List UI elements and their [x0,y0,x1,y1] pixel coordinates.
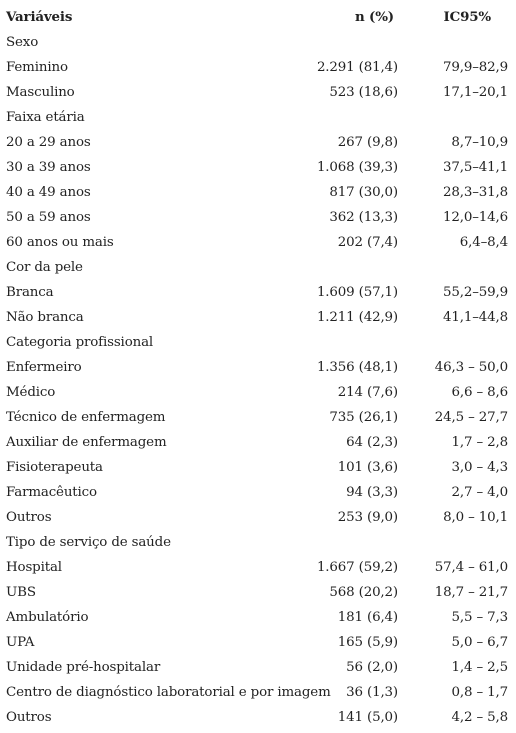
table-row [0,705,516,730]
row-ic95: 28,3–31,8 [443,185,508,200]
row-n-percent: 735 (26,1) [329,410,398,425]
category-row [0,530,516,555]
row-label: Cor da pele [6,260,83,275]
table-row [0,655,516,680]
category-row [0,105,516,130]
table-row [0,505,516,530]
row-label: 60 anos ou mais [6,235,114,250]
row-label: Fisioterapeuta [6,460,103,475]
row-ic95: 41,1–44,8 [443,310,508,325]
row-label: Farmacêutico [6,485,97,500]
row-n-percent: 94 (3,3) [346,485,398,500]
row-label: Auxiliar de enfermagem [6,435,167,450]
row-ic95: 0,8 – 1,7 [451,685,508,700]
row-label: Outros [6,510,52,525]
row-label: Unidade pré-hospitalar [6,660,161,675]
row-n-percent: 141 (5,0) [337,710,398,725]
row-label: Enfermeiro [6,360,82,375]
row-n-percent: 165 (5,9) [337,635,398,650]
row-n-percent: 267 (9,8) [337,135,398,150]
table-row [0,130,516,155]
table-row [0,55,516,80]
row-n-percent: 1.356 (48,1) [316,360,398,375]
row-label: 20 a 29 anos [6,135,91,150]
header-ic95: IC95% [443,9,491,25]
row-ic95: 46,3 – 50,0 [434,360,508,375]
table-row [0,405,516,430]
header-n-percent: n (%) [354,9,394,25]
table-row [0,155,516,180]
row-n-percent: 523 (18,6) [329,85,398,100]
row-label: Categoria profissional [6,335,154,350]
row-n-percent: 1.609 (57,1) [316,285,398,300]
table-row [0,480,516,505]
row-ic95: 2,7 – 4,0 [451,485,508,500]
row-ic95: 17,1–20,1 [443,85,508,100]
table-row [0,180,516,205]
row-ic95: 57,4 – 61,0 [434,560,508,575]
row-label: Outros [6,710,52,725]
table-row [0,430,516,455]
row-n-percent: 568 (20,2) [329,585,398,600]
row-ic95: 18,7 – 21,7 [434,585,508,600]
row-label: UPA [6,635,35,650]
row-label: Médico [6,385,56,400]
row-ic95: 8,0 – 10,1 [443,510,508,525]
header-variables: Variáveis [6,9,73,25]
row-label: Técnico de enfermagem [6,410,166,425]
table-row [0,680,516,705]
row-label: Ambulatório [6,610,89,625]
row-label: 30 a 39 anos [6,160,91,175]
row-label: Masculino [6,85,75,100]
row-n-percent: 1.667 (59,2) [316,560,398,575]
row-ic95: 79,9–82,9 [443,60,508,75]
row-label: Sexo [6,35,39,50]
row-n-percent: 817 (30,0) [329,185,398,200]
row-ic95: 24,5 – 27,7 [434,410,508,425]
table-row [0,580,516,605]
category-row [0,30,516,55]
table-row [0,205,516,230]
row-label: Centro de diagnóstico laboratorial e por imagem [6,685,331,700]
table-row [0,455,516,480]
table-row [0,630,516,655]
row-label: Tipo de serviço de saúde [6,535,171,550]
row-ic95: 6,4–8,4 [459,235,508,250]
row-ic95: 6,6 – 8,6 [451,385,508,400]
row-ic95: 55,2–59,9 [443,285,508,300]
row-label: Faixa etária [6,110,85,125]
table-row [0,280,516,305]
row-n-percent: 181 (6,4) [337,610,398,625]
row-n-percent: 214 (7,6) [337,385,398,400]
row-ic95: 1,7 – 2,8 [451,435,508,450]
row-label: 40 a 49 anos [6,185,91,200]
row-label: Não branca [6,310,84,325]
row-ic95: 8,7–10,9 [451,135,508,150]
row-ic95: 12,0–14,6 [443,210,508,225]
category-row [0,330,516,355]
table-header [0,5,516,30]
category-row [0,255,516,280]
row-ic95: 1,4 – 2,5 [451,660,508,675]
row-n-percent: 362 (13,3) [329,210,398,225]
row-ic95: 5,5 – 7,3 [451,610,508,625]
row-label: 50 a 59 anos [6,210,91,225]
row-n-percent: 2.291 (81,4) [316,60,398,75]
row-n-percent: 36 (1,3) [346,685,398,700]
row-n-percent: 64 (2,3) [346,435,398,450]
table-row [0,230,516,255]
row-n-percent: 202 (7,4) [337,235,398,250]
row-ic95: 37,5–41,1 [443,160,508,175]
row-ic95: 5,0 – 6,7 [451,635,508,650]
row-label: Feminino [6,60,68,75]
row-label: UBS [6,585,36,600]
row-n-percent: 56 (2,0) [346,660,398,675]
table-row [0,305,516,330]
row-n-percent: 1.068 (39,3) [316,160,398,175]
row-ic95: 3,0 – 4,3 [451,460,508,475]
table-row [0,80,516,105]
row-label: Branca [6,285,54,300]
row-n-percent: 253 (9,0) [337,510,398,525]
row-n-percent: 101 (3,6) [337,460,398,475]
row-label: Hospital [6,560,62,575]
table-row [0,380,516,405]
table-row [0,605,516,630]
table-row [0,555,516,580]
row-n-percent: 1.211 (42,9) [316,310,398,325]
row-ic95: 4,2 – 5,8 [451,710,508,725]
table-row [0,355,516,380]
